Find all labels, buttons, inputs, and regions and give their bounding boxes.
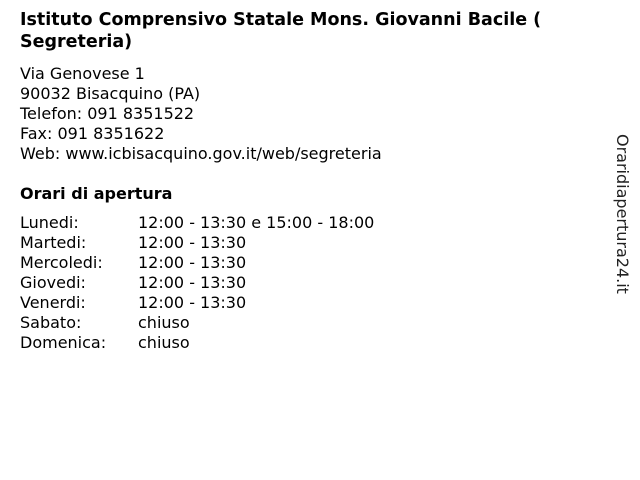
street-address: Via Genovese 1 xyxy=(20,64,145,83)
hours-value: 12:00 - 13:30 e 15:00 - 18:00 xyxy=(138,213,375,232)
hours-row-thursday xyxy=(20,273,374,293)
day-label: Mercoledi: xyxy=(20,253,103,272)
fax-number: Fax: 091 8351622 xyxy=(20,124,165,143)
phone-number: Telefon: 091 8351522 xyxy=(20,104,195,123)
opening-hours-table xyxy=(20,213,374,353)
hours-row-monday xyxy=(20,213,374,233)
hours-value: 12:00 - 13:30 xyxy=(138,233,247,252)
day-label: Domenica: xyxy=(20,333,107,352)
postal-city: 90032 Bisacquino (PA) xyxy=(20,84,201,103)
opening-hours-heading: Orari di apertura xyxy=(20,184,173,203)
hours-value: 12:00 - 13:30 xyxy=(138,293,247,312)
hours-row-friday xyxy=(20,293,374,313)
hours-value: 12:00 - 13:30 xyxy=(138,253,247,272)
hours-value: chiuso xyxy=(138,313,190,332)
page-title: Istituto Comprensivo Statale Mons. Giovanni Bacile ( Segreteria) xyxy=(20,10,542,52)
hours-row-tuesday xyxy=(20,233,374,253)
site-watermark: Oraridiapertura24.it xyxy=(613,134,632,294)
hours-row-saturday xyxy=(20,313,374,333)
hours-value: chiuso xyxy=(138,333,190,352)
day-label: Sabato: xyxy=(20,313,82,332)
website-link: Web: www.icbisacquino.gov.it/web/segreteria xyxy=(20,144,382,163)
hours-value: 12:00 - 13:30 xyxy=(138,273,247,292)
day-label: Giovedi: xyxy=(20,273,86,292)
hours-row-sunday xyxy=(20,333,374,353)
day-label: Venerdi: xyxy=(20,293,86,312)
day-label: Martedi: xyxy=(20,233,87,252)
address-block xyxy=(20,64,382,164)
day-label: Lunedi: xyxy=(20,213,79,232)
hours-row-wednesday xyxy=(20,253,374,273)
